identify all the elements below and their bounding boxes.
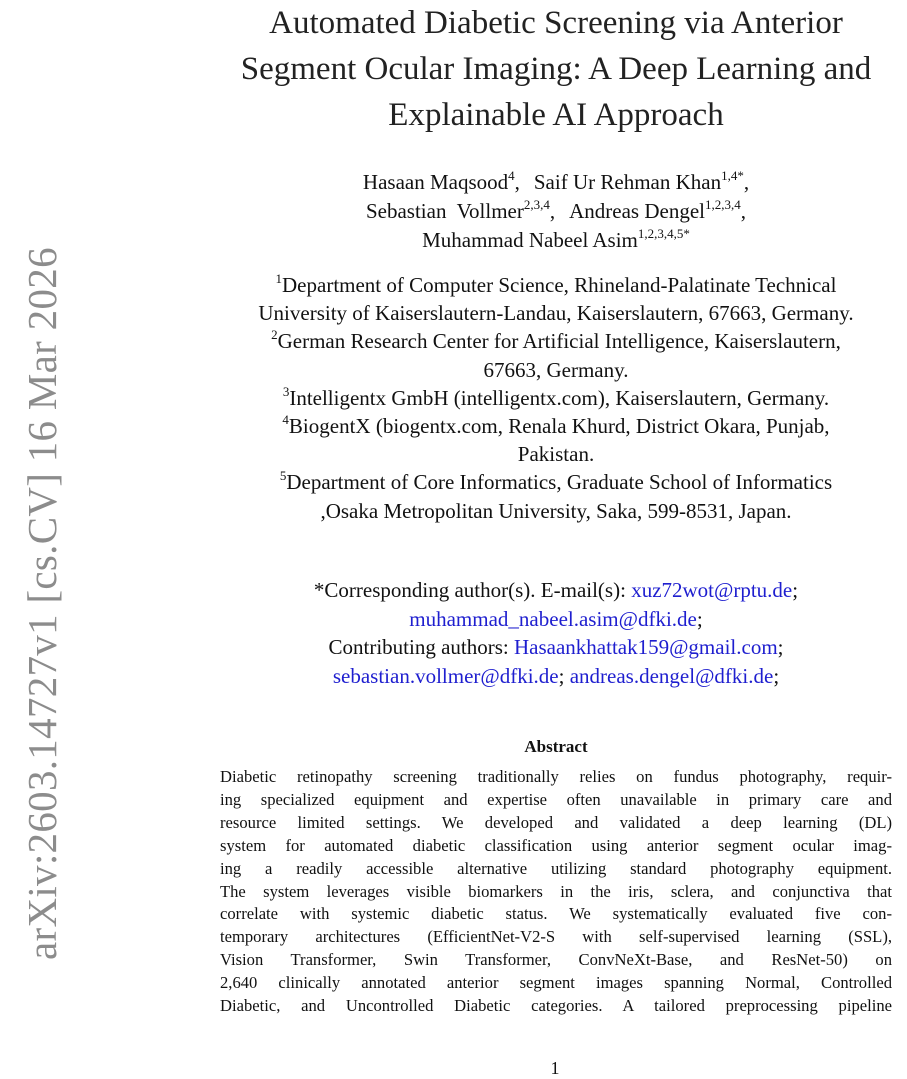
author-name: Sebastian Vollmer <box>365 199 524 223</box>
affiliation-marker: 2 <box>271 327 278 343</box>
affiliation-marker: 5 <box>279 468 287 484</box>
email-link[interactable]: andreas.dengel@dfki.de <box>569 663 774 688</box>
page-number: 1 <box>550 1058 560 1078</box>
abstract-line: resource limited settings. We developed and validated a deep learning (DL) <box>220 812 892 832</box>
correspondence-line: Contributing authors: Hasaankhattak159@gmail.com; <box>328 635 784 659</box>
author-line: Sebastian Vollmer$^{2,3,4}$, Andreas Dengel$^{1,2,3,4}$, <box>365 197 746 223</box>
abstract-body <box>220 766 892 1018</box>
author-name: Saif Ur Rehman Khan <box>533 170 722 194</box>
affiliation-marker: 4 <box>282 412 289 428</box>
email-link[interactable]: muhammad_nabeel.asim@dfki.de <box>409 606 697 631</box>
author-affiliation-marker: 2,3,4 <box>523 197 550 212</box>
abstract-line: temporary architectures (EfficientNet-V2-S with self-supervised learning (SSL), <box>220 927 892 947</box>
correspondence-line: sebastian.vollmer@dfki.de; andreas.dengel@dfki.de; <box>332 663 780 688</box>
abstract-line: The system leverages visible biomarkers in the iris, sclera, and conjunctiva that <box>220 881 892 901</box>
correspondence-line: muhammad_nabeel.asim@dfki.de; <box>409 606 703 631</box>
author-affiliation-marker: 4 <box>508 168 515 183</box>
affiliation-line: $^2$German Research Center for Artificial Intelligence, Kaiserslautern, <box>271 327 841 354</box>
affiliation-line: University of Kaiserslautern-Landau, Kaiserslautern, 67663, Germany. <box>258 301 854 326</box>
author-line: Hasaan Maqsood$^4$, Saif Ur Rehman Khan$^{1,4*}$, <box>362 168 750 194</box>
correspondence-line: *Corresponding author(s). E-mail(s): xuz72wot@rptu.de; <box>313 578 799 602</box>
abstract-line: system for automated diabetic classification using anterior segment ocular imag- <box>220 835 892 855</box>
affiliation-marker: 1 <box>275 271 283 286</box>
affiliation-line: 67663, Germany. <box>483 357 629 382</box>
email-link[interactable]: sebastian.vollmer@dfki.de <box>332 663 559 688</box>
affiliation-line: $^5$Department of Core Informatics, Graduate School of Informatics <box>279 468 833 495</box>
title-line: Explainable AI Approach <box>388 97 724 133</box>
email-link[interactable]: Hasaankhattak159@gmail.com <box>513 635 778 659</box>
abstract-line: ing a readily accessible alternative utilizing standard photography equipment. <box>220 858 892 878</box>
author-affiliation-marker: 1,2,3,4,5* <box>637 226 690 241</box>
affiliation-list <box>200 271 907 525</box>
affiliation-line: Pakistan. <box>517 442 595 467</box>
affiliation-line: $^4$BiogentX (biogentx.com, Renala Khurd, District Okara, Punjab, <box>282 412 830 439</box>
affiliation-line: $^3$Intelligentx GmbH (intelligentx.com), Kaiserslautern, Germany. <box>282 383 830 410</box>
abstract-line: Diabetic retinopathy screening traditionally relies on fundus photography, requir- <box>220 767 892 786</box>
abstract-line: Diabetic, and Uncontrolled Diabetic categories. A tailored preprocessing pipeline <box>220 996 892 1016</box>
author-name: Andreas Dengel <box>569 199 705 223</box>
author-name: Hasaan Maqsood <box>362 170 509 194</box>
author-affiliation-marker: 1,4* <box>721 168 744 183</box>
abstract-line: correlate with systemic diabetic status. We systematically evaluated five con- <box>220 904 892 924</box>
author-affiliation-marker: 1,2,3,4 <box>705 197 741 212</box>
abstract-line: 2,640 clinically annotated anterior segment images spanning Normal, Controlled <box>220 973 892 993</box>
author-line <box>200 226 907 255</box>
email-link[interactable]: xuz72wot@rptu.de <box>631 578 793 602</box>
affiliation-marker: 3 <box>282 383 290 399</box>
abstract-heading: Abstract <box>524 737 588 756</box>
affiliation-line: $^1$Department of Computer Science, Rhineland-Palatinate Technical <box>275 271 837 297</box>
title-line: Segment Ocular Imaging: A Deep Learning and <box>240 51 872 87</box>
author-name: Muhammad Nabeel Asim <box>422 228 638 252</box>
affiliation-line: ,Osaka Metropolitan University, Saka, 599-8531, Japan. <box>320 498 792 523</box>
abstract-line: Vision Transformer, Swin Transformer, ConvNeXt-Base, and ResNet-50) on <box>220 950 892 970</box>
title-line: Automated Diabetic Screening via Anterior <box>269 5 843 41</box>
paper-title <box>200 0 907 138</box>
author-list <box>200 168 907 255</box>
abstract-line: ing specialized equipment and expertise often unavailable in primary care and <box>220 789 892 809</box>
arxiv-identifier-stamp: arXiv:2603.14727v1 [cs.CV] 16 Mar 2026 <box>19 247 65 960</box>
correspondence-block <box>200 576 907 690</box>
